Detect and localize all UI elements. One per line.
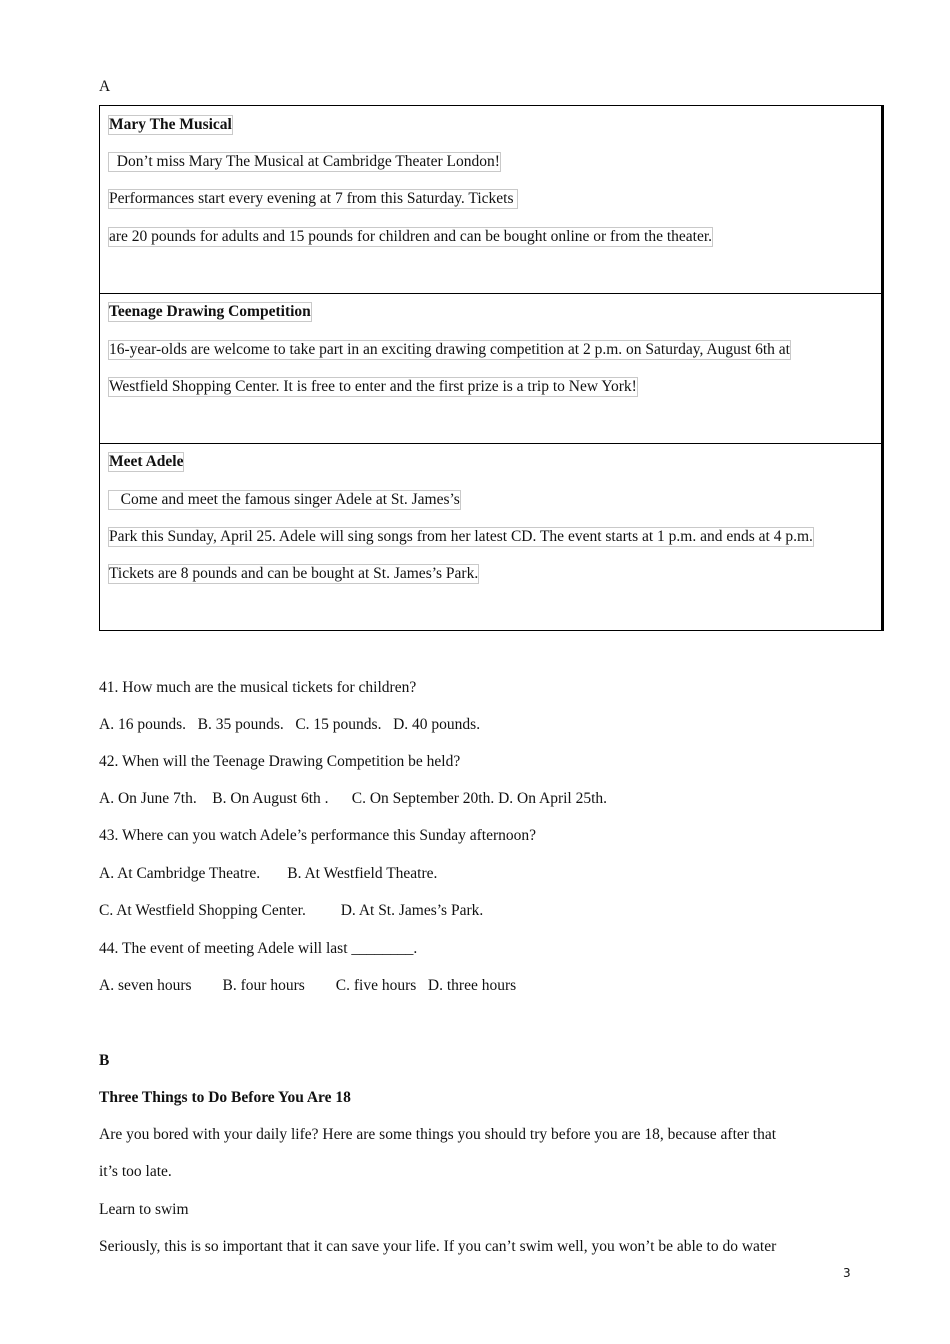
question-43-options: C. At Westfield Shopping Center. D. At St. James’s Park. (99, 902, 484, 919)
ad-line: 16-year-olds are welcome to take part in an exciting drawing competition at 2 p.m. on Saturday, August 6th at (109, 341, 790, 358)
question-41-options: A. 16 pounds. B. 35 pounds. C. 15 pounds. D. 40 pounds. (99, 716, 481, 733)
paragraph-line: Seriously, this is so important that it can save your life. If you can’t swim well, you won’t be able to do water (99, 1238, 777, 1255)
ad-title-adele: Meet Adele (109, 453, 184, 470)
ads-table (99, 105, 884, 631)
table-divider (100, 293, 881, 294)
question-43-options: A. At Cambridge Theatre. B. At Westfield Theatre. (99, 865, 438, 882)
question-41: 41. How much are the musical tickets for children? (99, 679, 417, 696)
ad-line: Performances start every evening at 7 from this Saturday. Tickets (109, 190, 518, 207)
ad-title-drawing: Teenage Drawing Competition (109, 303, 311, 320)
page-number: 3 (843, 1266, 851, 1280)
ad-line: Come and meet the famous singer Adele at St. James’s (109, 491, 460, 508)
question-43: 43. Where can you watch Adele’s performance this Sunday afternoon? (99, 827, 537, 844)
subheading: Learn to swim (99, 1201, 189, 1218)
question-42-options: A. On June 7th. B. On August 6th . C. On September 20th. D. On April 25th. (99, 790, 608, 807)
section-b-label: B (99, 1052, 110, 1069)
ad-line: Westfield Shopping Center. It is free to enter and the first prize is a trip to New York! (109, 378, 637, 395)
paragraph-line: it’s too late. (99, 1163, 172, 1180)
ad-line: Tickets are 8 pounds and can be bought at St. James’s Park. (109, 565, 479, 582)
ad-line: Park this Sunday, April 25. Adele will sing songs from her latest CD. The event starts at 1 p.m. and ends at 4 p.m. (109, 528, 813, 545)
ad-line: Don’t miss Mary The Musical at Cambridge Theater London! (109, 153, 500, 170)
question-44-options: A. seven hours B. four hours C. five hours D. three hours (99, 977, 517, 994)
ad-line: are 20 pounds for adults and 15 pounds for children and can be bought online or from the theater. (109, 228, 713, 245)
question-44: 44. The event of meeting Adele will last ________. (99, 940, 418, 957)
paragraph-line: Are you bored with your daily life? Here are some things you should try before you are 18, because after that (99, 1126, 777, 1143)
question-42: 42. When will the Teenage Drawing Competition be held? (99, 753, 461, 770)
section-b-title: Three Things to Do Before You Are 18 (99, 1089, 351, 1106)
table-divider (100, 443, 881, 444)
section-a-label: A (99, 78, 111, 95)
ad-title-musical: Mary The Musical (109, 116, 232, 133)
